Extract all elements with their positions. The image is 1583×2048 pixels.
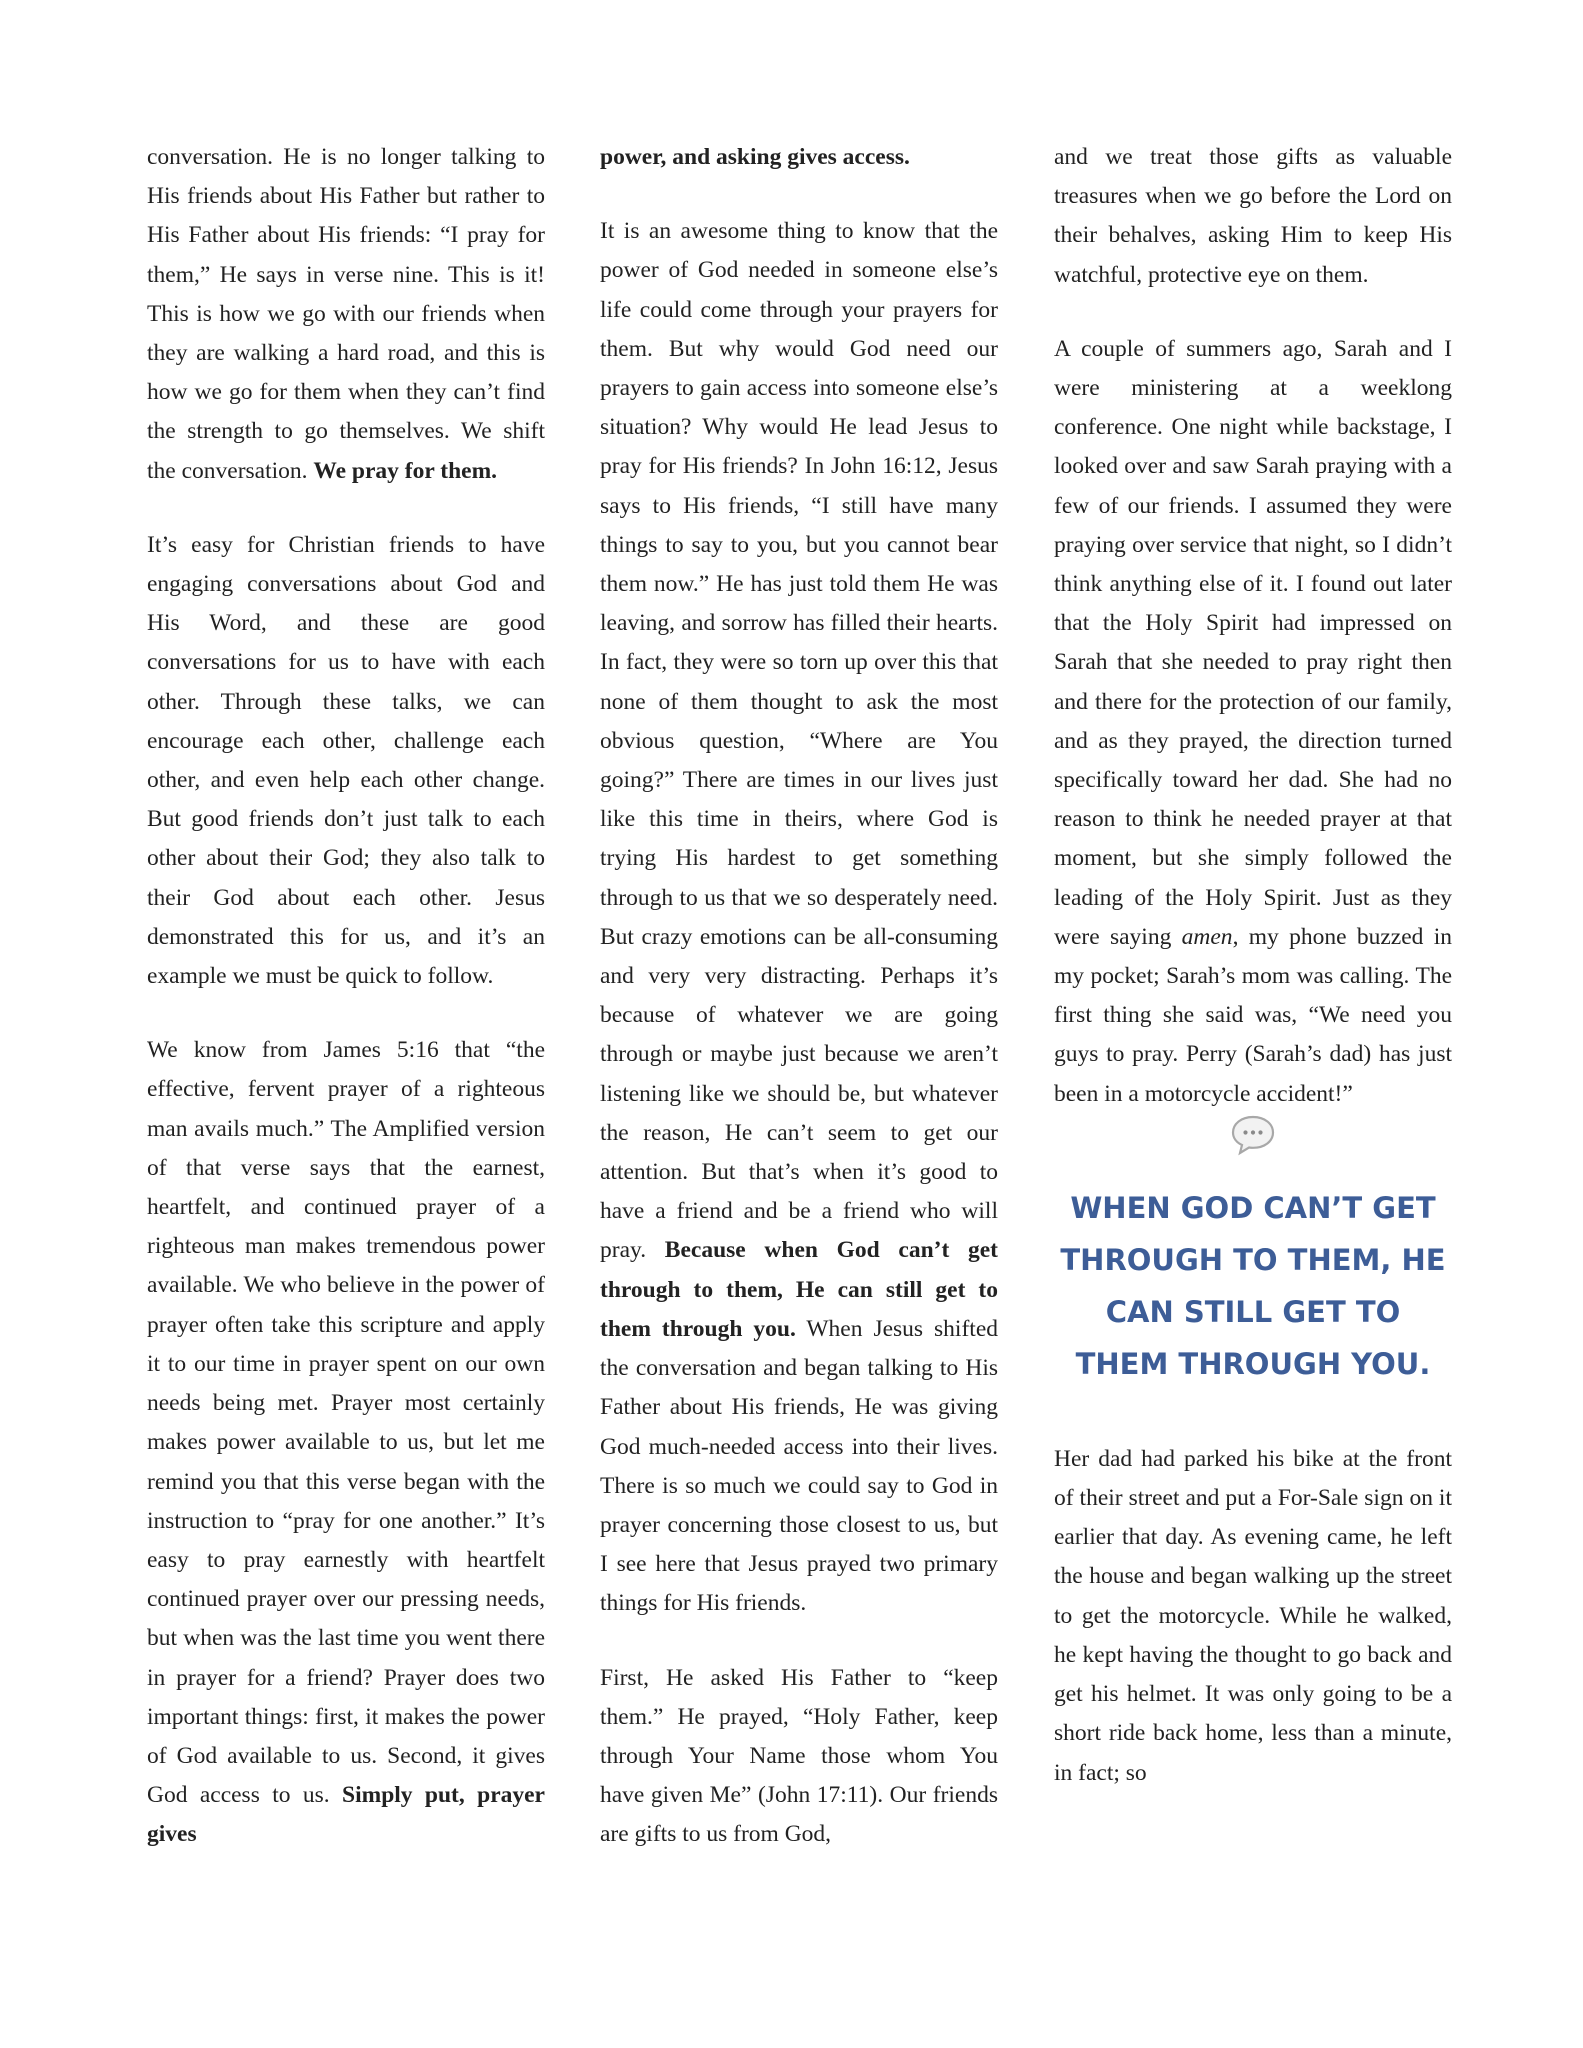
bold-text: We pray for them.	[313, 457, 498, 484]
body-paragraph	[600, 138, 998, 177]
column-left	[147, 138, 545, 1855]
body-paragraph	[600, 1659, 998, 1855]
text-run: When Jesus shifted the conversation and began talking to His Father about His friends, He was giving God much-needed access into their lives. There is so much we could say to God in prayer concerning those closest to us, but I see here that Jesus prayed two primary things for His friends.	[600, 1315, 998, 1617]
italic-text: amen	[1181, 923, 1233, 950]
body-paragraph	[147, 526, 545, 996]
speech-bubble-icon	[1230, 1114, 1276, 1156]
text-run: It’s easy for Christian friends to have engaging conversations about God and His Word, and these are good conversations for us to have with each other. Through these talks, we can encourage each other, challenge each other, and even help each other change. But good friends don’t just talk to each other about their God; they also talk to their God about each other. Jesus demonstrated this for us, and it’s an example we must be quick to follow.	[147, 531, 545, 990]
text-run: We know from James 5:16 that “the effective, fervent prayer of a righteous man avails much.” The Amplified version of that verse says that the earnest, heartfelt, and continued prayer of a righteous man makes tremendous power available. We who believe in the power of prayer often take this scripture and apply it to our time in prayer spent on our own needs being met. Prayer most certainly makes power available to us, but let me remind you that this verse began with the instruction to “pray for one another.” It’s easy to pray earnestly with heartfelt continued prayer over our pressing needs, but when was the last time you went there in prayer for a friend? Prayer does two important things: first, it makes the power of God available to us. Second, it gives God access to us.	[147, 1037, 545, 1809]
bold-text: Because when God can’t get through to them, He can still get to them through you.	[600, 1237, 998, 1342]
pull-quote-callout	[1054, 1114, 1452, 1390]
body-paragraph	[1054, 330, 1452, 1114]
column-right-top-text	[1054, 138, 1452, 1114]
column-right	[1054, 138, 1452, 1793]
body-paragraph	[600, 212, 998, 1623]
text-run: It is an awesome thing to know that the power of God needed in someone else’s life could come through your prayers for them. But why would God need our prayers to gain access into someone else’s situation? Why would He lead Jesus to pray for His friends? In John 16:12, Jesus says to His friends, “I still have many things to say to you, but you cannot bear them now.” He has just told them He was leaving, and sorrow has filled their hearts. In fact, they were so torn up over this that none of them thought to ask the most obvious question, “Where are You going?” There are times in our lives just like this time in theirs, where God is trying His hardest to get something through to us that we so desperately need. But crazy emotions can be all-consuming and very very distracting. Perhaps it’s because of whatever we are going through or maybe just because we aren’t listening like we should be, but whatever the reason, He can’t seem to get our attention. But that’s when it’s good to have a friend and be a friend who will pray.	[600, 218, 998, 1264]
body-paragraph	[1054, 138, 1452, 295]
text-run: First, He asked His Father to “keep them.” He prayed, “Holy Father, keep through Your Name those whom You have given Me” (John 17:11). Our friends are gifts to us from God,	[600, 1664, 998, 1848]
column-right-bottom-text	[1054, 1440, 1452, 1793]
body-paragraph	[147, 138, 545, 491]
bold-text: Simply put, prayer gives	[147, 1782, 545, 1848]
text-run: conversation. He is no longer talking to His friends about His Father but rather to His Father about His friends: “I pray for them,” He says in verse nine. This is it! This is how we go with our friends when they are walking a hard road, and this is how we go for them when they can’t find the strength to go themselves. We shift the conversation.	[147, 144, 545, 484]
bold-text: power, and asking gives access.	[600, 144, 910, 170]
pull-quote: WHEN GOD CAN’T GET THROUGH TO THEM, HE CAN STILL GET TO THEM THROUGH YOU.	[1060, 1190, 1446, 1381]
text-run: A couple of summers ago, Sarah and I were ministering at a weeklong conference. One night while backstage, I looked over and saw Sarah praying with a few of our friends. I assumed they were praying over service that night, so I didn’t think anything else of it. I found out later that the Holy Spirit had impressed on Sarah that she needed to pray right then and there for the protection of our family, and as they prayed, the direction turned specifically toward her dad. She had no reason to think he needed prayer at that moment, but she simply followed the leading of the Holy Spirit. Just as they were saying	[1054, 335, 1452, 950]
body-paragraph	[1054, 1440, 1452, 1793]
text-run: and we treat those gifts as valuable treasures when we go before the Lord on their behalves, asking Him to keep His watchful, protective eye on them.	[1054, 144, 1452, 288]
body-paragraph	[147, 1031, 545, 1854]
column-middle	[600, 138, 998, 1855]
text-run: , my phone buzzed in my pocket; Sarah’s mom was calling. The first thing she said was, “We need you guys to pray. Perry (Sarah’s dad) has just been in a motorcycle accident!”	[1054, 923, 1452, 1107]
text-run: Her dad had parked his bike at the front of their street and put a For-Sale sign on it earlier that day. As evening came, he left the house and began walking up the street to get the motorcycle. While he walked, he kept having the thought to go back and get his helmet. It was only going to be a short ride back home, less than a minute, in fact; so	[1054, 1445, 1452, 1786]
